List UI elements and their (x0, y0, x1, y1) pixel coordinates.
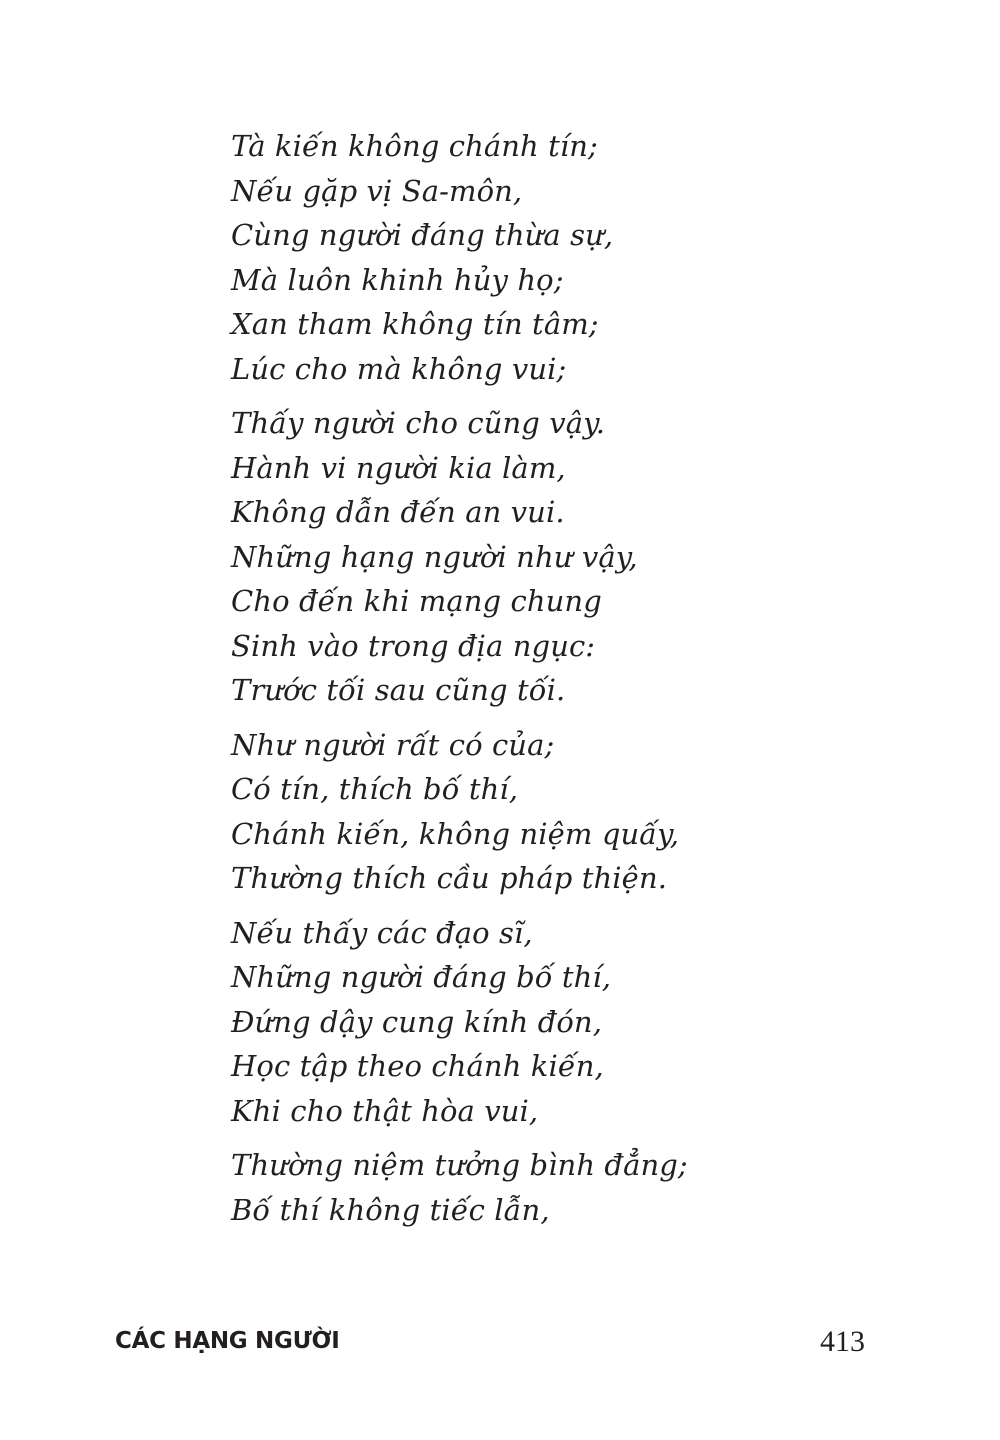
poem-line: Không dẫn đến an vui. (231, 495, 565, 529)
poem-line: Xan tham không tín tâm; (231, 307, 599, 341)
poem-line: Sinh vào trong địa ngục: (231, 628, 596, 663)
poem-line: Đứng dậy cung kính đón, (231, 1004, 603, 1039)
poem-line: Những hạng người như vậy, (231, 539, 638, 574)
poem-line: Bố thí không tiếc lẫn, (231, 1192, 550, 1227)
poem-line: Nếu thấy các đạo sĩ, (231, 915, 533, 950)
poem-line: Mà luôn khinh hủy họ; (231, 262, 564, 297)
poem-line: Nếu gặp vị Sa-môn, (231, 173, 523, 208)
poem-line: Tà kiến không chánh tín; (231, 129, 598, 163)
poem-line: Trước tối sau cũng tối. (231, 673, 566, 707)
poem-line: Những người đáng bố thí, (231, 960, 612, 994)
poem-line: Cho đến khi mạng chung (231, 584, 602, 618)
running-title: CÁC HẠNG NGƯỜI (115, 1328, 340, 1354)
stanza-2 (231, 401, 931, 713)
stanza-3 (231, 723, 931, 901)
poem-line: Học tập theo chánh kiến, (231, 1049, 604, 1083)
poem-body (231, 124, 931, 1242)
stanza-5 (231, 1143, 931, 1232)
poem-line: Thấy người cho cũng vậy. (231, 406, 606, 440)
poem-line: Thường thích cầu pháp thiện. (231, 861, 668, 895)
poem-line: Khi cho thật hòa vui, (231, 1093, 539, 1128)
poem-line: Như người rất có của; (231, 727, 555, 762)
poem-line: Chánh kiến, không niệm quấy, (231, 816, 680, 851)
page-number: 413 (820, 1325, 865, 1358)
poem-line: Có tín, thích bố thí, (231, 772, 519, 806)
poem-line: Cùng người đáng thừa sự, (231, 218, 614, 252)
stanza-4 (231, 911, 931, 1134)
poem-line: Hành vi người kia làm, (231, 450, 566, 485)
stanza-1 (231, 124, 931, 391)
poem-line: Thường niệm tưởng bình đẳng; (231, 1148, 688, 1182)
poem-line: Lúc cho mà không vui; (231, 351, 567, 386)
